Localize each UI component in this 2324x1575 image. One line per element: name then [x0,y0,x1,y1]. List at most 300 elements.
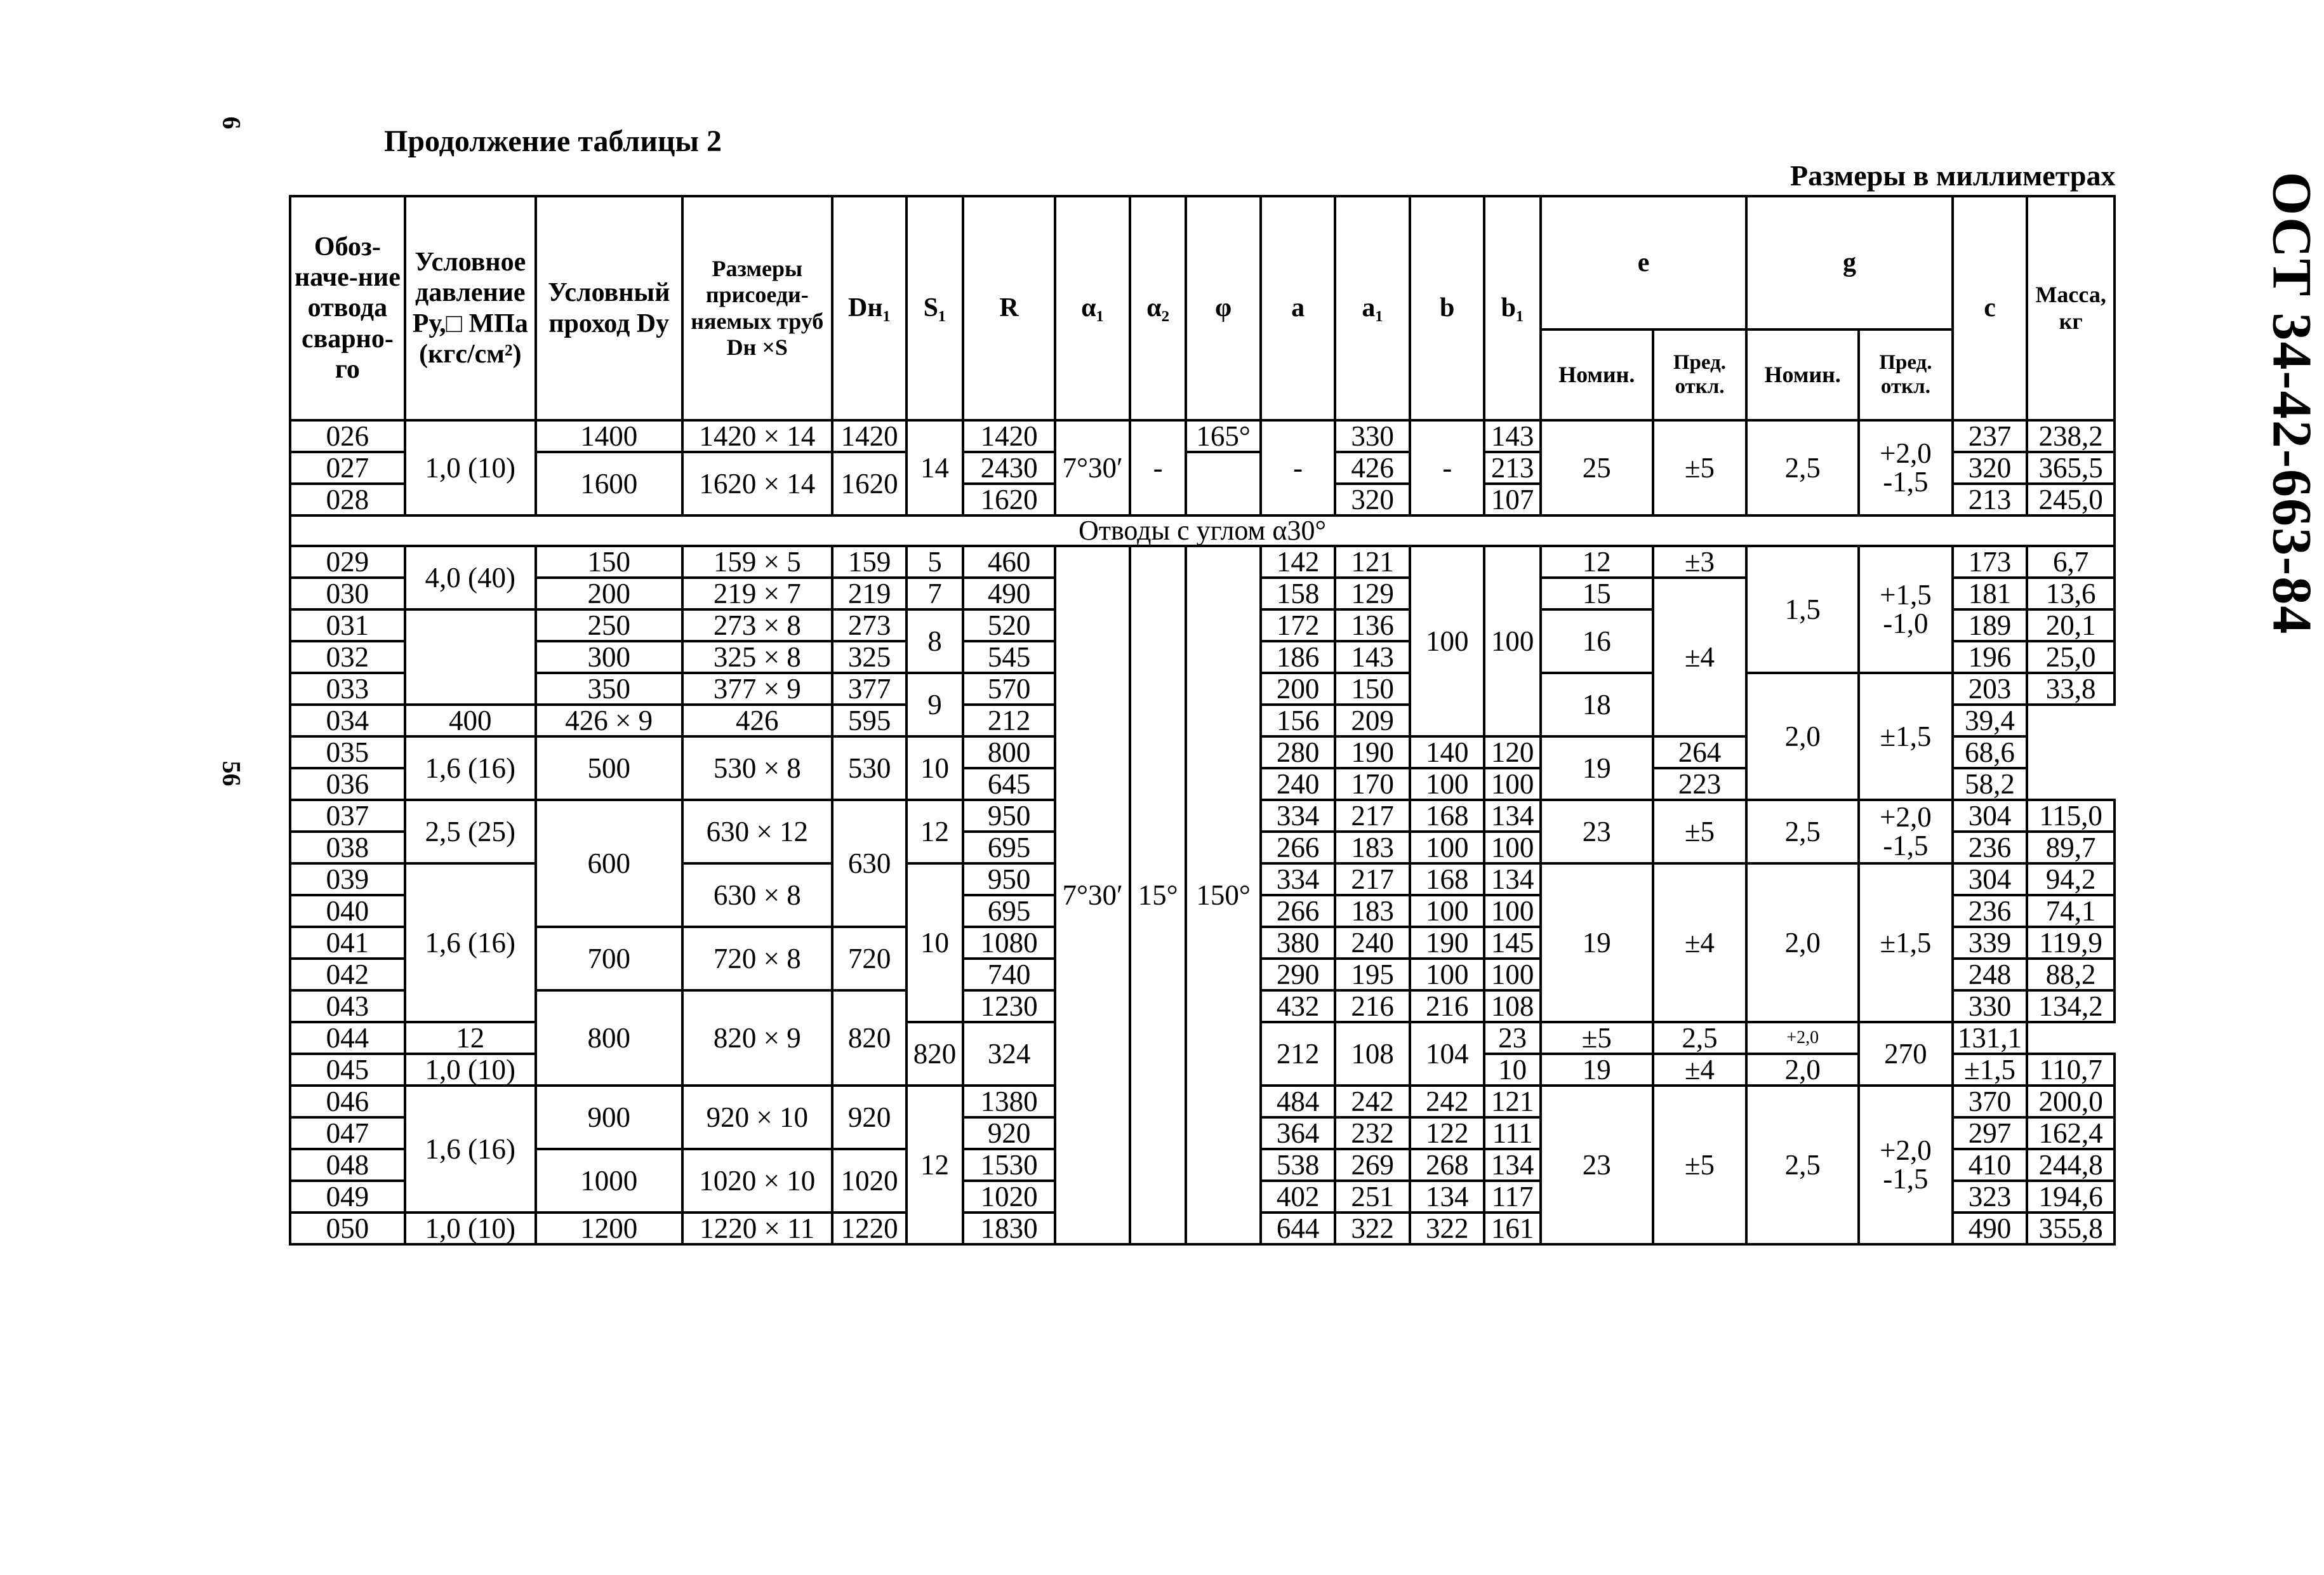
cell-e-dev: ±5 [1653,1086,1747,1244]
cell-a: 334 [1261,863,1336,895]
cell-mass: 74,1 [2027,895,2115,927]
cell-s1: 7 [906,578,962,609]
cell-g-nom: 2,5 [1653,1022,1747,1054]
cell-mass: 119,9 [2027,927,2115,959]
cell-e-nom: 23 [1484,1022,1540,1054]
cell-a1: 212 [1261,1022,1336,1086]
cell-pipe: 273 × 8 [682,609,832,641]
cell-a: 644 [1261,1213,1336,1244]
cell-mass: 355,8 [2027,1213,2115,1244]
cell-g-dev: ±1,5 [1953,1054,2028,1086]
cell-a: 186 [1261,641,1336,673]
cell-mass: 131,1 [1953,1022,2028,1054]
cell-designation: 037 [290,800,405,832]
cell-g-nom: 1,5 [1746,546,1859,673]
cell-dn1: 1020 [832,1149,907,1213]
cell-c: 490 [1953,1213,2028,1244]
cell-a: 484 [1261,1086,1336,1117]
cell-e-dev: ±5 [1653,420,1747,515]
cell-e-dev: ±4 [1653,1054,1747,1086]
cell-pipe: 426 × 9 [536,705,682,736]
cell-s1: 9 [906,673,962,736]
cell-pressure: 2,5 (25) [405,800,536,863]
cell-pipe: 920 × 10 [682,1086,832,1149]
cell-dy: 400 [405,705,536,736]
cell-a: 266 [1261,895,1336,927]
cell-mass: 39,4 [1953,705,2028,736]
cell-b: - [1410,420,1485,515]
cell-designation: 048 [290,1149,405,1181]
cell-dn1: 426 [682,705,832,736]
table-caption: Продолжение таблицы 2 [384,124,722,158]
cell-e-nom: 23 [1541,800,1653,863]
cell-c: 236 [1953,832,2028,863]
cell-c: 237 [1953,420,2028,452]
cell-pipe: 1020 × 10 [682,1149,832,1213]
cell-mass: 162,4 [2027,1117,2115,1149]
cell-dy: 1200 [536,1213,682,1244]
cell-dy: 200 [536,578,682,609]
cell-dy: 500 [536,736,682,800]
cell-b1: 121 [1484,1086,1540,1117]
cell-dy: 350 [536,673,682,705]
cell-pressure [405,609,536,705]
col-nominal-bore: Условный проход Dy [536,196,682,420]
cell-dy: 600 [536,800,682,927]
cell-c: 213 [1953,484,2028,515]
cell-g-dev: ±1,5 [1859,863,1953,1022]
cell-pipe: 630 × 8 [682,863,832,927]
cell-dy: 1000 [536,1149,682,1213]
cell-pressure: 1,0 (10) [405,1054,536,1086]
cell-designation: 041 [290,927,405,959]
cell-r: 645 [963,768,1056,800]
cell-b1: 100 [1484,832,1540,863]
cell-e-nom: 25 [1541,420,1653,515]
cell-c: 264 [1653,736,1747,768]
cell-g-dev: +1,5 -1,0 [1859,546,1953,673]
cell-pressure: 4,0 (40) [405,546,536,609]
cell-phi: 165° [1186,420,1261,452]
cell-dn1: 325 [832,641,907,673]
cell-designation: 039 [290,863,405,895]
cell-designation: 042 [290,959,405,990]
cell-b1: 120 [1484,736,1540,768]
cell-a1: 143 [1335,641,1410,673]
cell-e-dev: ±4 [1653,578,1747,736]
cell-b1: 134 [1484,863,1540,895]
cell-a: 538 [1261,1149,1336,1181]
cell-a1: 232 [1335,1117,1410,1149]
cell-c: 297 [1953,1117,2028,1149]
cell-a1: 216 [1335,990,1410,1022]
cell-b: 168 [1410,800,1485,832]
cell-alpha1: 7°30′ [1055,546,1130,1244]
cell-a: - [1261,420,1336,515]
cell-alpha1: 7°30′ [1055,420,1130,515]
cell-g-dev: ±1,5 [1859,673,1953,800]
cell-e-dev: ±5 [1541,1022,1653,1054]
col-a1: a₁ [1335,196,1410,420]
cell-pressure: 1,6 (16) [405,736,536,800]
cell-r: 1530 [963,1149,1056,1181]
cell-a1: 320 [1335,484,1410,515]
table-row [290,420,2115,452]
cell-a: 280 [1261,736,1336,768]
cell-r: 695 [963,832,1056,863]
cell-c: 173 [1953,546,2028,578]
cell-mass: 13,6 [2027,578,2115,609]
cell-mass: 194,6 [2027,1181,2115,1213]
cell-dn1: 530 [832,736,907,800]
cell-c: 330 [1953,990,2028,1022]
cell-alpha2: 15° [1130,546,1186,1244]
cell-dy: 700 [536,927,682,990]
table-body [290,420,2115,1244]
cell-designation: 031 [290,609,405,641]
col-e: e [1541,196,1746,329]
cell-mass: 6,7 [2027,546,2115,578]
cell-pressure: 1,6 (16) [405,863,536,1022]
cell-c: 196 [1953,641,2028,673]
col-g-nominal: Номин. [1746,329,1859,420]
cell-a1: 217 [1335,800,1410,832]
cell-b1: 100 [1484,895,1540,927]
cell-g-nom: 2,0 [1746,1054,1859,1086]
cell-designation: 047 [290,1117,405,1149]
cell-r: 1380 [963,1086,1056,1117]
cell-designation: 036 [290,768,405,800]
cell-b: 134 [1410,1181,1485,1213]
cell-a: 402 [1261,1181,1336,1213]
cell-g-nom: 2,0 [1746,863,1859,1022]
cell-pipe: 1420 × 14 [682,420,832,452]
cell-b: 242 [1410,1086,1485,1117]
cell-b: 268 [1410,1149,1485,1181]
cell-r: 2430 [963,452,1056,484]
cell-r: 950 [963,800,1056,832]
col-b1: b₁ [1484,196,1540,420]
cell-mass: 33,8 [2027,673,2115,705]
cell-b: 100 [1410,895,1485,927]
section-row [290,515,2115,546]
cell-a1: 251 [1335,1181,1410,1213]
cell-designation: 050 [290,1213,405,1244]
cell-designation: 038 [290,832,405,863]
cell-c: 209 [1335,705,1410,736]
cell-pipe: 530 × 8 [682,736,832,800]
cell-phi: 150° [1186,546,1261,1244]
cell-a1: 195 [1335,959,1410,990]
cell-s1: 10 [1484,1054,1540,1086]
col-dn1: Dн₁ [832,196,907,420]
cell-r: 800 [963,736,1056,768]
cell-b: 140 [1410,736,1485,768]
cell-c: 223 [1653,768,1747,800]
cell-pressure: 1,0 (10) [405,420,536,515]
cell-pipe: 1620 × 14 [682,452,832,515]
cell-b1: 134 [1484,1149,1540,1181]
cell-designation: 049 [290,1181,405,1213]
cell-g-nom: 2,0 [1746,673,1859,800]
cell-r: 1620 [963,484,1056,515]
cell-b: 322 [1410,1213,1485,1244]
cell-e-nom: 19 [1541,736,1653,800]
cell-a: 432 [1261,990,1336,1022]
cell-s1: 14 [906,420,962,515]
col-g: g [1746,196,1952,329]
cell-dn1: 219 [832,578,907,609]
cell-designation: 028 [290,484,405,515]
cell-designation: 046 [290,1086,405,1117]
cell-designation: 043 [290,990,405,1022]
cell-e-nom: 18 [1541,673,1653,736]
cell-designation: 033 [290,673,405,705]
cell-designation: 032 [290,641,405,673]
cell-a: 334 [1261,800,1336,832]
cell-e-nom: 19 [1541,863,1653,1022]
cell-a: 200 [1261,673,1336,705]
cell-s1: 12 [906,800,962,863]
cell-c: 270 [1859,1022,1953,1086]
cell-r: 545 [963,641,1056,673]
cell-c: 323 [1953,1181,2028,1213]
cell-a: 212 [963,705,1056,736]
cell-dn1: 820 [832,990,907,1086]
cell-r: 570 [963,673,1056,705]
cell-s1: 12 [405,1022,536,1054]
cell-b: 168 [1410,863,1485,895]
cell-a1: 330 [1335,420,1410,452]
cell-mass: 68,6 [1953,736,2028,768]
cell-mass: 20,1 [2027,609,2115,641]
cell-b1: 213 [1484,452,1540,484]
cell-mass: 89,7 [2027,832,2115,863]
cell-a1: 322 [1335,1213,1410,1244]
cell-a: 324 [963,1022,1056,1086]
cell-pipe: 377 × 9 [682,673,832,705]
cell-dy: 900 [536,1086,682,1149]
cell-b1: 143 [1484,420,1540,452]
cell-e-nom: 23 [1541,1086,1653,1244]
cell-b: 216 [1410,990,1485,1022]
cell-mass: 365,5 [2027,452,2115,484]
cell-pipe: 219 × 7 [682,578,832,609]
col-g-deviation: Пред. откл. [1859,329,1953,420]
cell-a: 266 [1261,832,1336,863]
cell-pipe: 325 × 8 [682,641,832,673]
cell-e-nom: 16 [1541,609,1653,673]
cell-a1: 190 [1335,736,1410,768]
cell-e-dev: ±5 [1653,800,1747,863]
table-row [290,546,2115,578]
col-c: c [1953,196,2028,420]
cell-b1: 117 [1484,1181,1540,1213]
cell-dn1: 630 [832,800,907,927]
col-a: a [1261,196,1336,420]
cell-b1: 100 [1484,546,1540,736]
cell-b1: 100 [1484,768,1540,800]
cell-c: 189 [1953,609,2028,641]
cell-e-nom: 19 [1541,1054,1653,1086]
cell-r: 490 [963,578,1056,609]
cell-a1: 240 [1335,927,1410,959]
dimensions-table [289,195,2116,1246]
cell-g-dev: +2,0 [1746,1022,1859,1054]
cell-designation: 027 [290,452,405,484]
cell-mass: 200,0 [2027,1086,2115,1117]
cell-a1: 156 [1261,705,1336,736]
cell-g-dev: +2,0 -1,5 [1859,420,1953,515]
cell-pipe: 820 × 9 [682,990,832,1086]
col-pipe-sizes: Размеры присоеди-няемых труб Dн ×S [682,196,832,420]
cell-a1: 217 [1335,863,1410,895]
cell-r: 695 [963,895,1056,927]
cell-g-dev: +2,0 -1,5 [1859,1086,1953,1244]
cell-r: 1420 [963,420,1056,452]
cell-r: 950 [963,863,1056,895]
cell-c: 304 [1953,863,2028,895]
cell-a1: 150 [1335,673,1410,705]
cell-c: 320 [1953,452,2028,484]
col-mass: Масса, кг [2027,196,2115,420]
cell-c: 236 [1953,895,2028,927]
col-e-deviation: Пред. откл. [1653,329,1747,420]
cell-alpha2: - [1130,420,1186,515]
cell-mass: 110,7 [2027,1054,2115,1086]
cell-s1: 10 [906,736,962,800]
cell-dn1: 159 [832,546,907,578]
cell-a1: 426 [1335,452,1410,484]
cell-c: 248 [1953,959,2028,990]
cell-dy: 150 [536,546,682,578]
cell-g-nom: 2,5 [1746,420,1859,515]
cell-s1: 5 [906,546,962,578]
cell-a: 158 [1261,578,1336,609]
col-s1: S₁ [906,196,962,420]
cell-designation: 029 [290,546,405,578]
cell-b1: 104 [1410,1022,1485,1086]
cell-r: 1230 [963,990,1056,1022]
cell-c: 370 [1953,1086,2028,1117]
cell-r: 740 [963,959,1056,990]
cell-r: 1830 [963,1213,1056,1244]
cell-r: 820 [906,1022,962,1086]
col-alpha1: α₁ [1055,196,1130,420]
cell-b: 100 [1410,768,1485,800]
cell-designation: 026 [290,420,405,452]
cell-dn1: 920 [832,1086,907,1149]
cell-dy: 1600 [536,452,682,515]
cell-b1: 100 [1484,959,1540,990]
cell-dn1: 1220 [832,1213,907,1244]
cell-a: 290 [1261,959,1336,990]
cell-b: 108 [1335,1022,1410,1086]
page-number-top: 6 [217,116,246,130]
col-alpha2: α₂ [1130,196,1186,420]
cell-c: 410 [1953,1149,2028,1181]
cell-a: 240 [1261,768,1336,800]
cell-e-nom: 15 [1541,578,1653,609]
cell-r: 920 [963,1117,1056,1149]
cell-e-dev: ±4 [1653,863,1747,1022]
cell-mass: 245,0 [2027,484,2115,515]
cell-dn1: 273 [832,609,907,641]
cell-mass: 25,0 [2027,641,2115,673]
cell-a: 172 [1261,609,1336,641]
cell-a1: 269 [1335,1149,1410,1181]
cell-a1: 129 [1335,578,1410,609]
cell-b: 190 [1410,927,1485,959]
col-r: R [963,196,1056,420]
cell-phi [1186,452,1261,515]
cell-a1: 136 [1335,609,1410,641]
cell-b: 100 [1410,959,1485,990]
cell-s1: 8 [906,609,962,673]
cell-g-nom: 2,5 [1746,800,1859,863]
cell-dy: 300 [536,641,682,673]
cell-r: 1080 [963,927,1056,959]
cell-mass: 88,2 [2027,959,2115,990]
section-title: Отводы с углом α30° [290,515,2115,546]
cell-b1: 134 [1484,800,1540,832]
cell-c: 203 [1953,673,2028,705]
cell-pressure: 1,0 (10) [405,1213,536,1244]
cell-b: 122 [1410,1117,1485,1149]
cell-dn1: 720 [832,927,907,990]
cell-dn1: 1420 [832,420,907,452]
cell-pipe: 159 × 5 [682,546,832,578]
cell-e-dev: ±3 [1653,546,1747,578]
cell-designation: 040 [290,895,405,927]
cell-dy: 800 [536,990,682,1086]
cell-b1: 107 [1484,484,1540,515]
col-b: b [1410,196,1485,420]
cell-a1: 121 [1335,546,1410,578]
cell-r: 595 [832,705,907,736]
cell-a: 364 [1261,1117,1336,1149]
cell-c: 339 [1953,927,2028,959]
cell-c: 304 [1953,800,2028,832]
cell-r: 520 [963,609,1056,641]
col-pressure: Условное давление Ру,□ МПа (кгс/см²) [405,196,536,420]
cell-pipe: 1220 × 11 [682,1213,832,1244]
cell-a: 380 [1261,927,1336,959]
cell-a1: 242 [1335,1086,1410,1117]
cell-designation: 045 [290,1054,405,1086]
cell-b1: 108 [1484,990,1540,1022]
units-note: Размеры в миллиметрах [1790,159,2116,192]
col-designation: Обоз-наче-ние отвода сварно-го [290,196,405,420]
cell-g-dev: +2,0 -1,5 [1859,800,1953,863]
cell-designation: 030 [290,578,405,609]
cell-b1: 111 [1484,1117,1540,1149]
cell-pipe: 720 × 8 [682,927,832,990]
cell-b: 100 [1410,546,1485,736]
cell-mass: 238,2 [2027,420,2115,452]
cell-a1: 183 [1335,832,1410,863]
cell-c: 181 [1953,578,2028,609]
cell-dn1: 1620 [832,452,907,515]
cell-designation: 034 [290,705,405,736]
cell-b: 100 [1410,832,1485,863]
cell-mass: 115,0 [2027,800,2115,832]
cell-a1: 170 [1335,768,1410,800]
cell-mass: 94,2 [2027,863,2115,895]
cell-dy: 250 [536,609,682,641]
cell-s1: 10 [906,863,962,1022]
col-e-nominal: Номин. [1541,329,1653,420]
